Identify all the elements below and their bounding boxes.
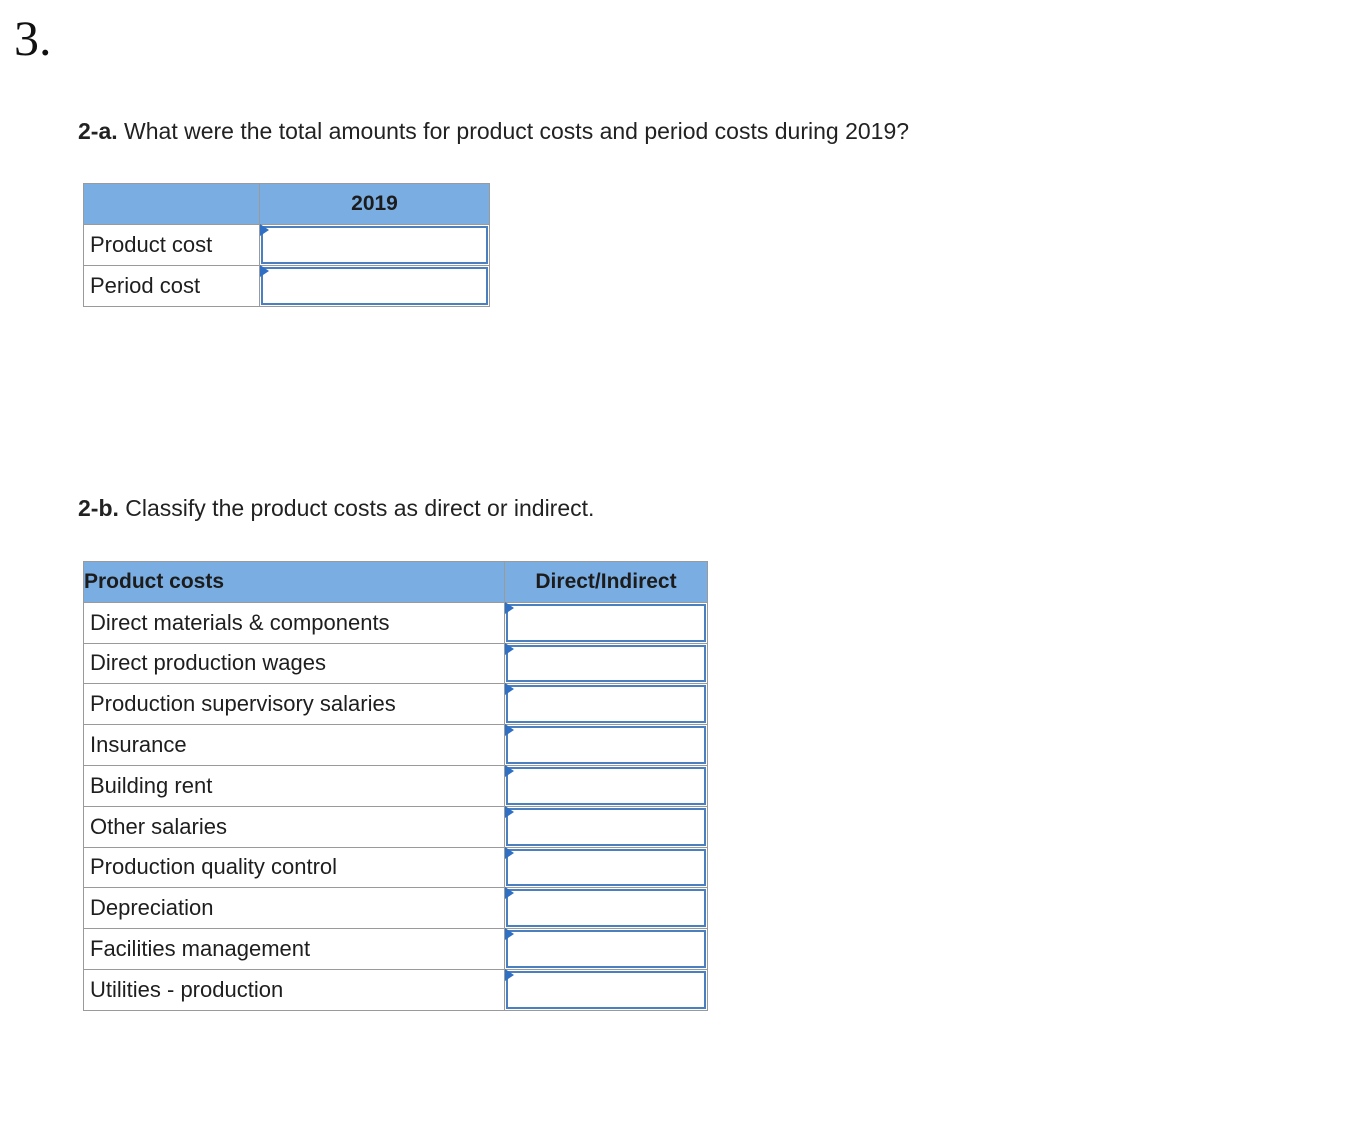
- product-cost-input-cell[interactable]: [260, 225, 490, 266]
- classification-input[interactable]: [506, 604, 706, 642]
- input-marker-icon: [505, 887, 514, 899]
- table-row: [84, 929, 708, 970]
- classification-input-cell[interactable]: [505, 806, 708, 847]
- table-row: [84, 225, 490, 266]
- table-row: [84, 602, 708, 643]
- input-marker-icon: [260, 224, 269, 236]
- header-label-cell: [84, 184, 260, 225]
- classification-input-cell[interactable]: [505, 602, 708, 643]
- row-label: Depreciation: [84, 888, 505, 929]
- input-marker-icon: [505, 969, 514, 981]
- part-b-text: Classify the product costs as direct or indirect.: [118, 495, 595, 521]
- classification-input[interactable]: [506, 808, 706, 846]
- table-row: [84, 725, 708, 766]
- classification-input-cell[interactable]: [505, 684, 708, 725]
- classification-input[interactable]: [506, 971, 706, 1009]
- cost-classification-table: [83, 561, 708, 1011]
- table-row: [84, 888, 708, 929]
- table-header-row: [84, 184, 490, 225]
- row-label: Utilities - production: [84, 969, 505, 1010]
- row-label-period-cost: Period cost: [84, 266, 260, 307]
- table-row: [84, 969, 708, 1010]
- cost-totals-table: [83, 183, 490, 307]
- row-label: Production quality control: [84, 847, 505, 888]
- classification-input-cell[interactable]: [505, 847, 708, 888]
- classification-input[interactable]: [506, 849, 706, 887]
- classification-input-cell[interactable]: [505, 929, 708, 970]
- classification-input[interactable]: [506, 645, 706, 683]
- input-marker-icon: [260, 265, 269, 277]
- classification-input[interactable]: [506, 889, 706, 927]
- header-year-cell: 2019: [260, 184, 490, 225]
- row-label: Insurance: [84, 725, 505, 766]
- classification-input[interactable]: [506, 685, 706, 723]
- table-header-row: [84, 562, 708, 603]
- input-marker-icon: [505, 683, 514, 695]
- header-product-costs: Product costs: [84, 562, 505, 603]
- table-row: [84, 643, 708, 684]
- product-cost-input[interactable]: [261, 226, 488, 264]
- classification-input-cell[interactable]: [505, 969, 708, 1010]
- classification-input[interactable]: [506, 726, 706, 764]
- table-row: [84, 765, 708, 806]
- part-b-prompt: [78, 494, 594, 522]
- classification-input[interactable]: [506, 930, 706, 968]
- row-label: Direct production wages: [84, 643, 505, 684]
- part-a-text: What were the total amounts for product costs and period costs during 2019?: [117, 118, 910, 144]
- table-row: [84, 847, 708, 888]
- row-label-product-cost: Product cost: [84, 225, 260, 266]
- classification-input-cell[interactable]: [505, 643, 708, 684]
- row-label: Other salaries: [84, 806, 505, 847]
- row-label: Building rent: [84, 765, 505, 806]
- input-marker-icon: [505, 724, 514, 736]
- period-cost-input-cell[interactable]: [260, 266, 490, 307]
- input-marker-icon: [505, 643, 514, 655]
- classification-input[interactable]: [506, 767, 706, 805]
- input-marker-icon: [505, 765, 514, 777]
- classification-input-cell[interactable]: [505, 765, 708, 806]
- table-row: [84, 806, 708, 847]
- row-label: Facilities management: [84, 929, 505, 970]
- row-label: Production supervisory salaries: [84, 684, 505, 725]
- question-number: 3.: [14, 10, 52, 66]
- part-b-prefix: 2-b.: [78, 495, 119, 521]
- input-marker-icon: [505, 847, 514, 859]
- classification-input-cell[interactable]: [505, 888, 708, 929]
- header-direct-indirect: Direct/Indirect: [505, 562, 708, 603]
- input-marker-icon: [505, 602, 514, 614]
- table-row: [84, 266, 490, 307]
- input-marker-icon: [505, 928, 514, 940]
- input-marker-icon: [505, 806, 514, 818]
- row-label: Direct materials & components: [84, 602, 505, 643]
- part-a-prompt: [78, 117, 909, 145]
- classification-input-cell[interactable]: [505, 725, 708, 766]
- period-cost-input[interactable]: [261, 267, 488, 305]
- table-row: [84, 684, 708, 725]
- part-a-prefix: 2-a.: [78, 118, 118, 144]
